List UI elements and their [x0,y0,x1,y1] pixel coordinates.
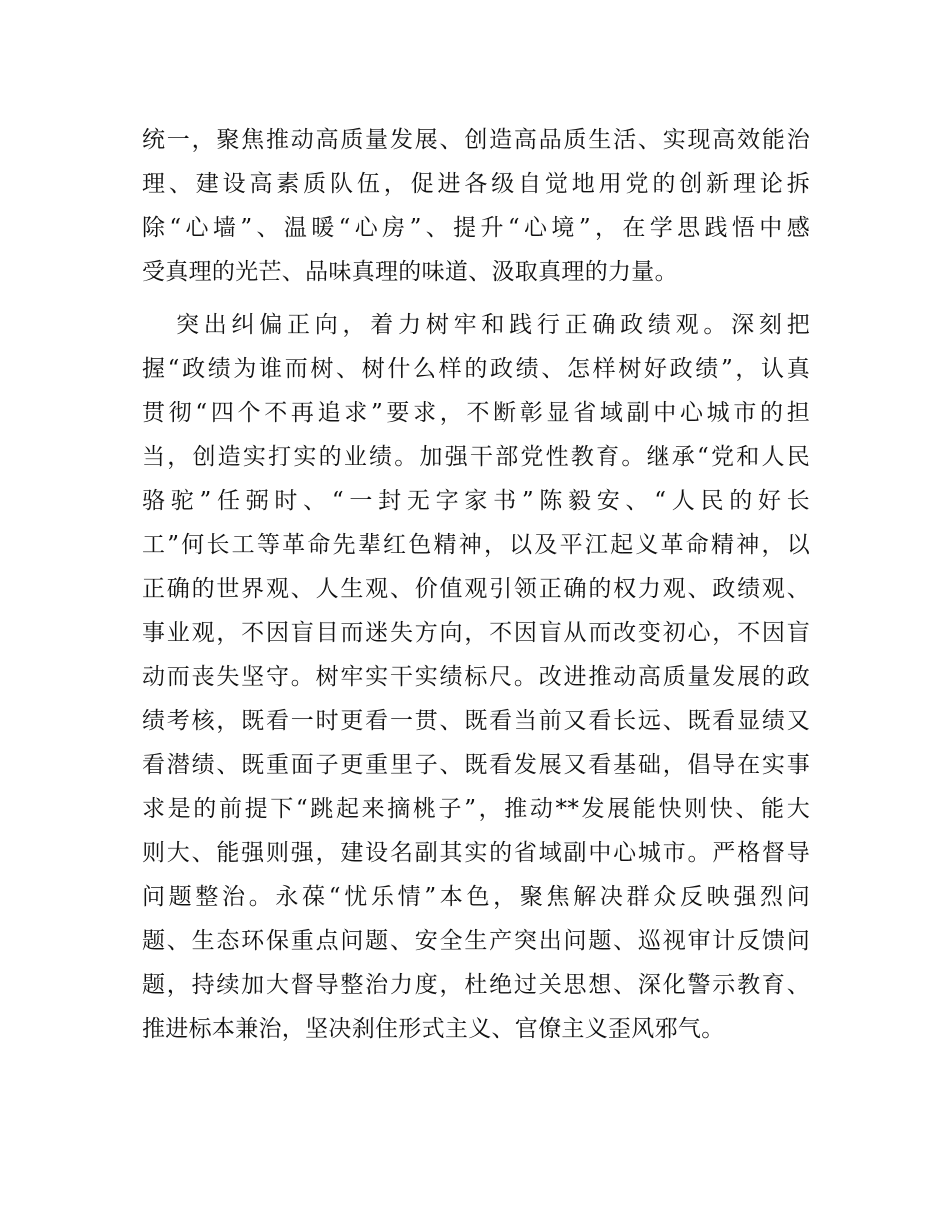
text-line: 求是的前提下“跳起来摘桃子”，推动**发展能快则快、能大 [142,796,810,822]
text-line: 突出纠偏正向，着力树牢和践行正确政绩观。深刻把 [176,312,810,338]
text-line: 事业观，不因盲目而迷失方向，不因盲从而改变初心，不因盲 [142,620,810,646]
text-line: 题、生态环保重点问题、安全生产突出问题、巡视审计反馈问 [142,928,810,954]
text-line: 题，持续加大督导整治力度，杜绝过关思想、深化警示教育、 [142,972,810,998]
text-line: 问题整治。永葆“忧乐情”本色，聚焦解决群众反映强烈问 [142,884,810,910]
text-line: 绩考核，既看一时更看一贯、既看当前又看长远、既看显绩又 [142,708,810,734]
text-line: 正确的世界观、人生观、价值观引领正确的权力观、政绩观、 [142,576,810,602]
text-line: 推进标本兼治，坚决刹住形式主义、官僚主义歪风邪气。 [142,1016,725,1042]
text-line: 当，创造实打实的业绩。加强干部党性教育。继承“党和人民 [142,444,810,470]
text-line: 理、建设高素质队伍，促进各级自觉地用党的创新理论拆 [142,171,810,197]
text-line: 除“心墙”、温暖“心房”、提升“心境”，在学思践悟中感 [142,215,810,241]
text-line: 统一，聚焦推动高质量发展、创造高品质生活、实现高效能治 [142,127,810,153]
text-line: 握“政绩为谁而树、树什么样的政绩、怎样树好政绩”，认真 [142,356,810,382]
text-line: 则大、能强则强，建设名副其实的省域副中心城市。严格督导 [142,840,810,866]
text-line: 看潜绩、既重面子更重里子、既看发展又看基础，倡导在实事 [142,752,810,778]
text-line: 工”何长工等革命先辈红色精神，以及平江起义革命精神，以 [142,532,810,558]
text-line: 动而丧失坚守。树牢实干实绩标尺。改进推动高质量发展的政 [142,664,810,690]
text-line: 贯彻“四个不再追求”要求，不断彰显省域副中心城市的担 [142,400,810,426]
text-line: 受真理的光芒、品味真理的味道、汲取真理的力量。 [142,259,678,285]
text-line: 骆驼”任弼时、“一封无字家书”陈毅安、“人民的好长 [142,488,810,514]
